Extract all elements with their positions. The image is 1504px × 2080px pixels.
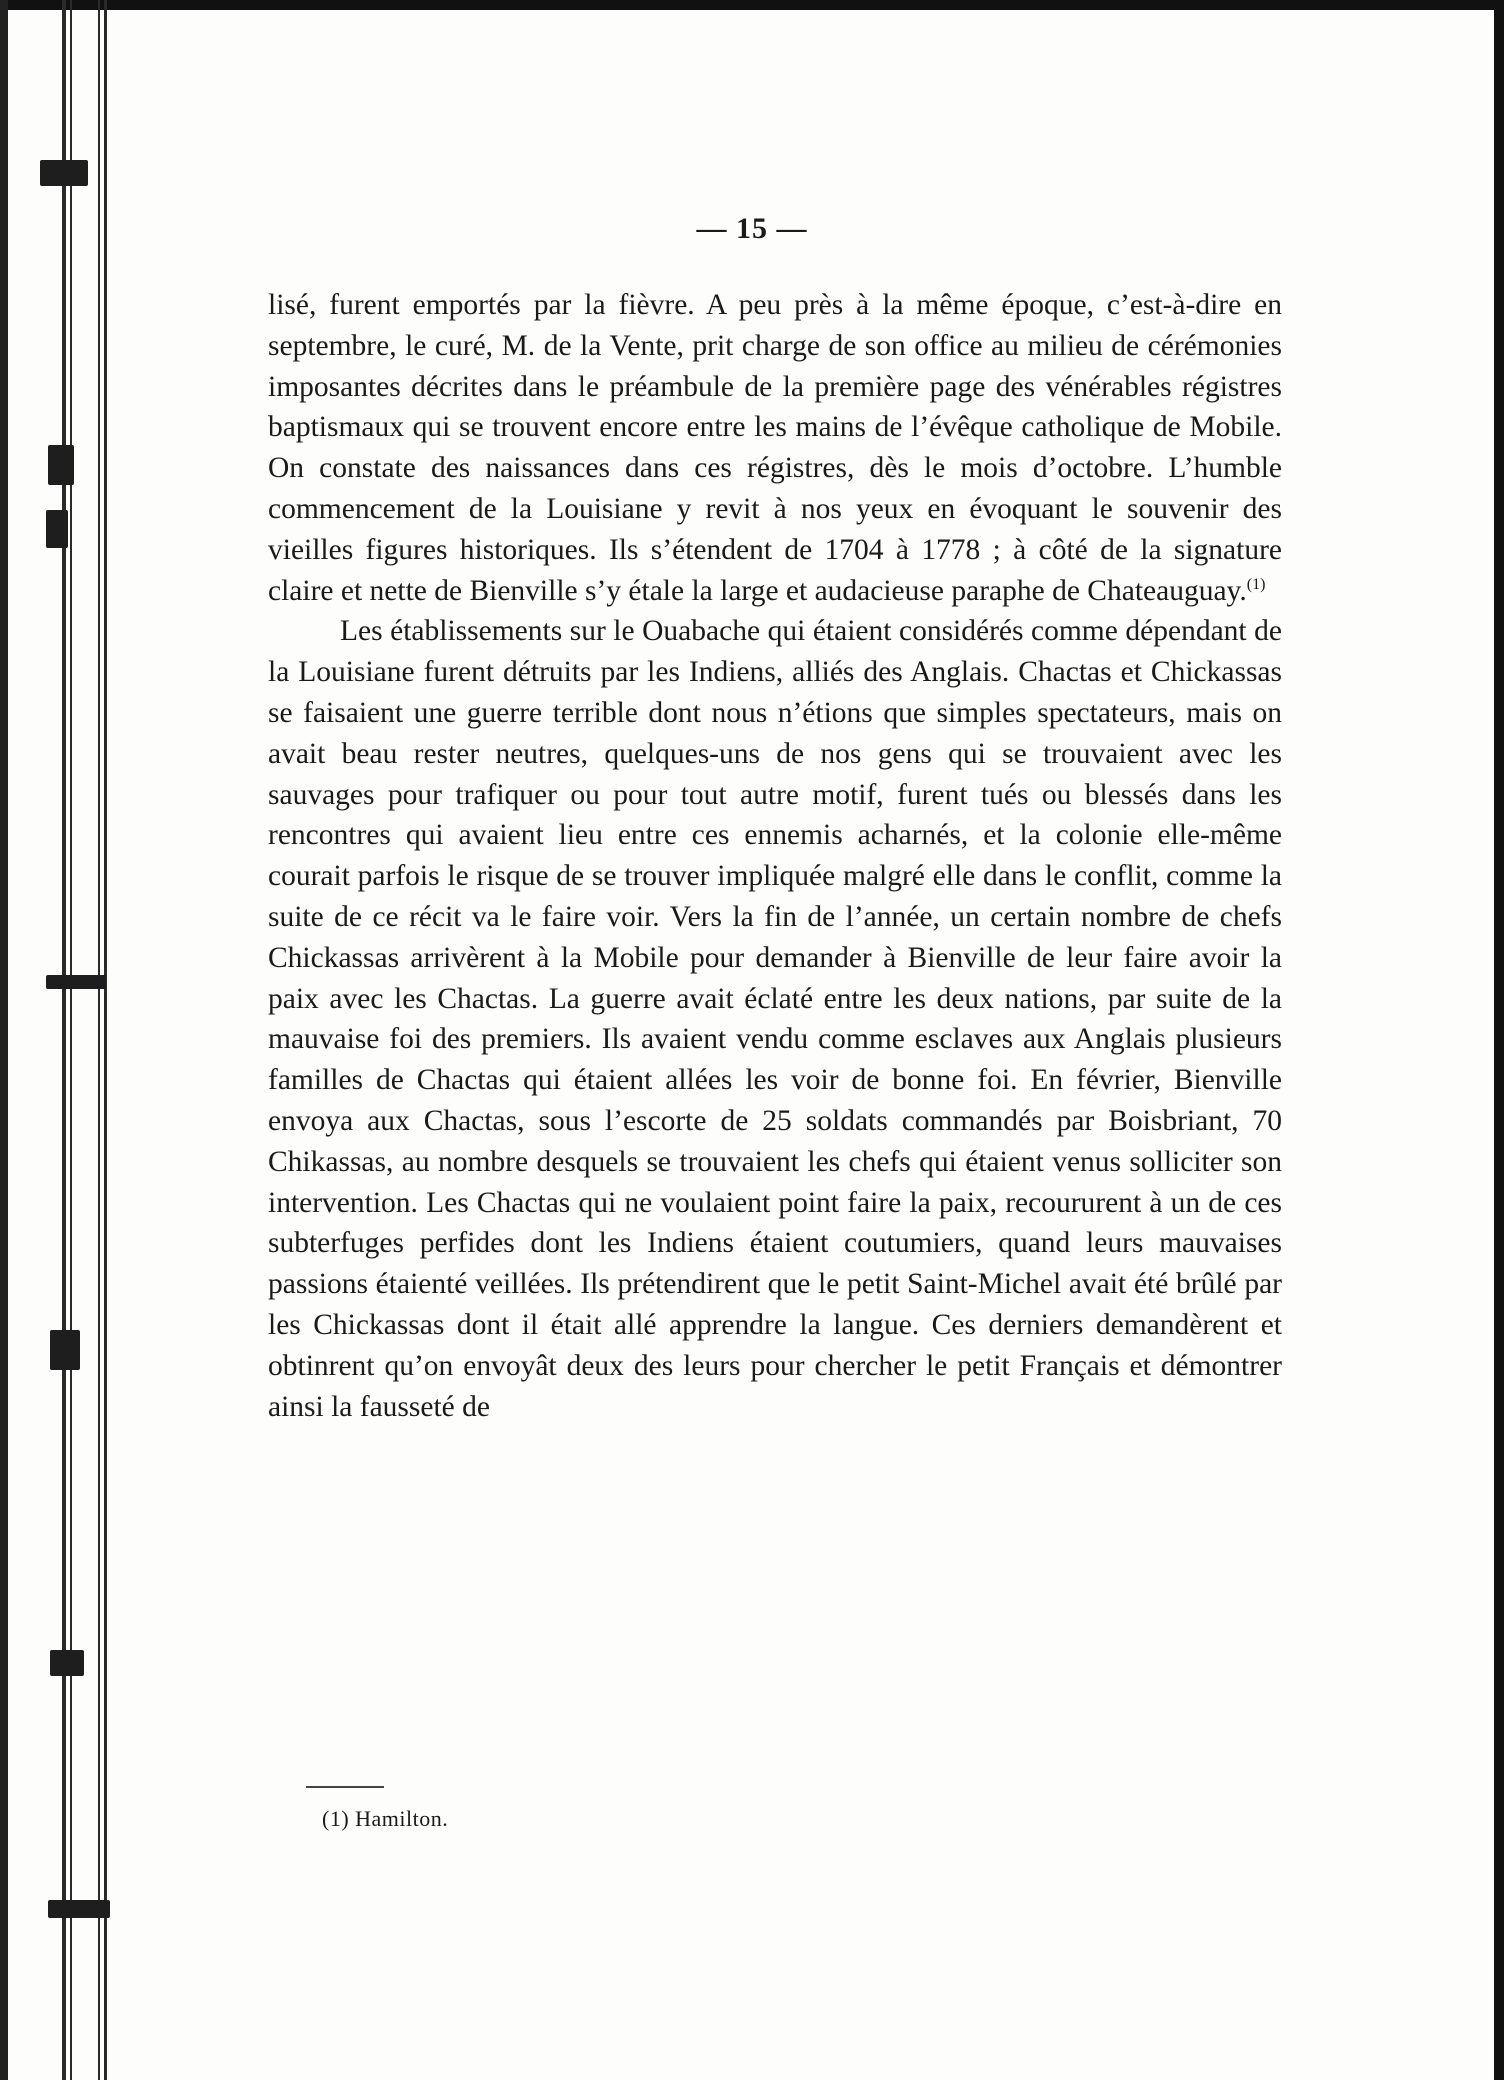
binding-stitch	[46, 975, 106, 989]
footnote: (1) Hamilton.	[322, 1806, 449, 1831]
binding-stitch	[48, 445, 74, 485]
binding-line	[98, 0, 100, 2080]
book-binding	[40, 0, 130, 2080]
binding-line	[70, 0, 72, 2080]
footnote-divider	[306, 1786, 384, 1788]
scan-border-right	[1494, 0, 1504, 2080]
scan-border-top	[0, 0, 1504, 10]
paragraph-text: lisé, furent emportés par la fièvre. A peu près à la même époque, c’est-à-dire en septembre, le curé, M. de la Vente, prit charge de son office au milieu de cérémonies imposantes décrites dans le préambule de la première page des vénérables régistres baptismaux qui se trouvent encore entre les mains de l’évêque catholique de Mobile. On constate des naissances dans ces régistres, dès le mois d’octobre. L’humble commencement de la Louisiane y revit à nos yeux en évoquant le souvenir des vieilles figures historiques. Ils s’étendent de 1704 à 1778 ; à côté de la signature claire et nette de Bienville s’y étale la large et audacieuse paraphe de Chateauguay.	[268, 289, 1282, 607]
binding-line	[62, 0, 66, 2080]
scan-border-left	[0, 0, 8, 2080]
binding-stitch	[40, 160, 88, 186]
binding-line	[104, 0, 107, 2080]
footnote-reference: (1)	[1246, 575, 1266, 593]
binding-stitch	[46, 510, 68, 548]
body-text	[268, 285, 1282, 1427]
binding-stitch	[50, 1650, 84, 1676]
paragraph: Les établissements sur le Ouabache qui étaient considérés comme dépendant de la Louisiane furent détruits par les Indiens, alliés des Anglais. Chactas et Chickassas se faisaient une guerre terrible dont nous n’étions que simples spectateurs, mais on avait beau rester neutres, quelques-uns de nos gens qui se trouvaient avec les sauvages pour trafiquer ou pour tout autre motif, furent tués ou blessés dans les rencontres qui avaient lieu entre ces ennemis acharnés, et la colonie elle-même courait parfois le risque de se trouver impliquée malgré elle dans le conflit, comme la suite de ce récit va le faire voir. Vers la fin de l’année, un certain nombre de chefs Chickassas arrivèrent à la Mobile pour demander à Bienville de leur faire avoir la paix avec les Chactas. La guerre avait éclaté entre les deux nations, par suite de la mauvaise foi des premiers. Ils avaient vendu comme esclaves aux Anglais plusieurs familles de Chactas qui étaient allées les voir de bonne foi. En février, Bienville envoya aux Chactas, sous l’escorte de 25 soldats commandés par Boisbriant, 70 Chikassas, au nombre desquels se trouvaient les chefs qui étaient venus solliciter son intervention. Les Chactas qui ne voulaient point faire la paix, recoururent à un de ces subterfuges perfides dont les Indiens étaient coutumiers, quand leurs mauvaises passions étaienté veillées. Ils prétendirent que le petit Saint-Michel avait été brûlé par les Chickassas dont il était allé apprendre la langue. Ces derniers demandèrent et obtinrent qu’on envoyât deux des leurs pour chercher le petit Français et démontrer ainsi la fausseté de	[268, 615, 1282, 1423]
paragraph	[268, 285, 1282, 611]
binding-stitch	[48, 1900, 110, 1918]
binding-stitch	[50, 1330, 80, 1370]
page-number: — 15 —	[696, 212, 808, 245]
